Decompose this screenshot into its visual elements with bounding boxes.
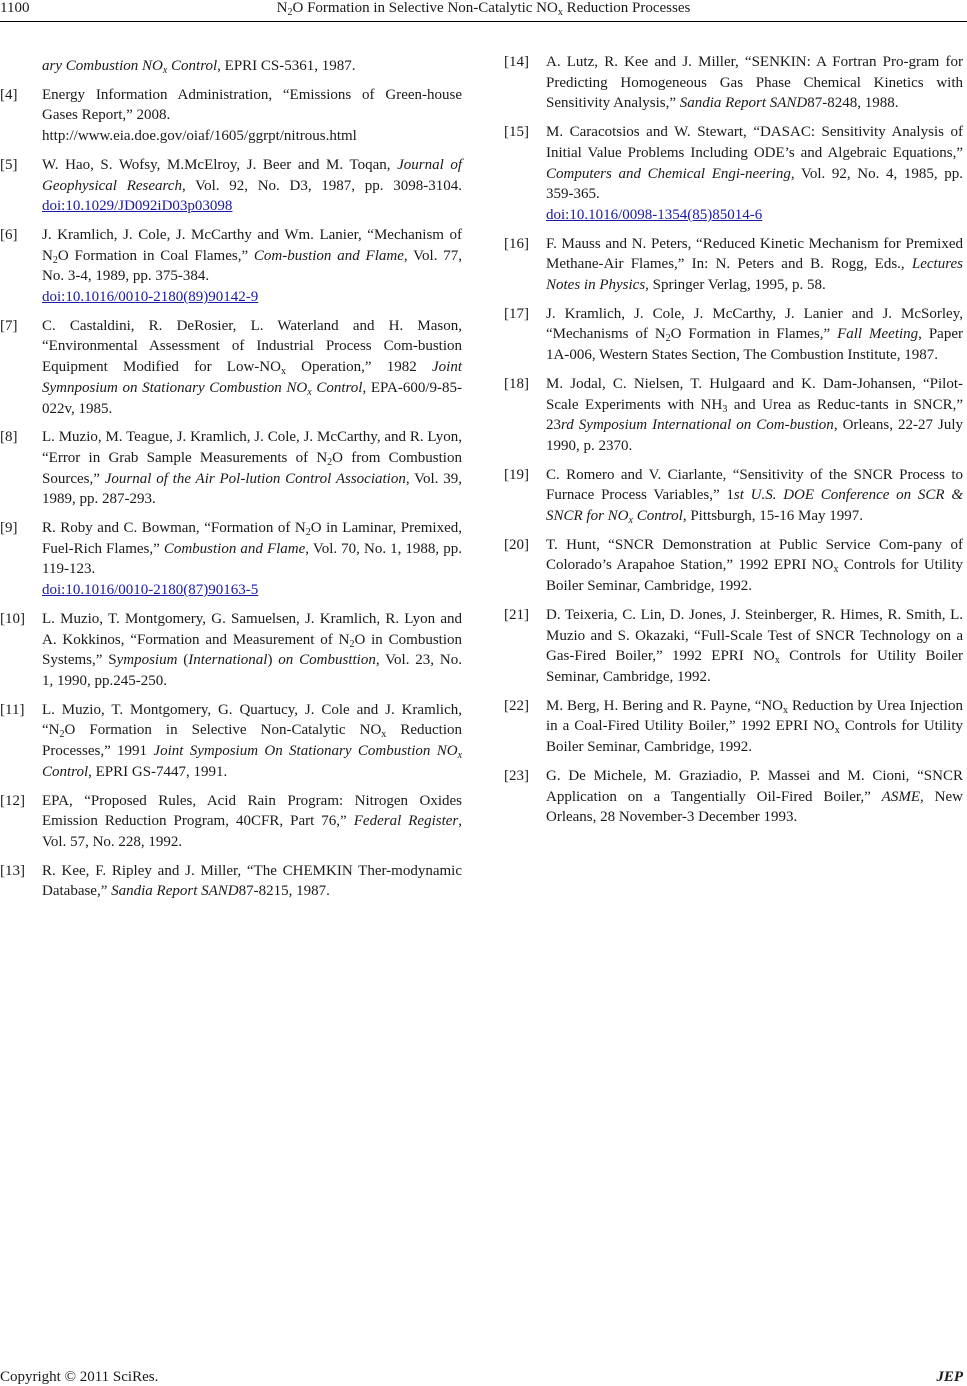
copyright-notice: Copyright © 2011 SciRes. xyxy=(0,1369,159,1385)
references-right-column xyxy=(504,52,963,836)
reference-number: [16] xyxy=(504,235,529,252)
reference-10: [10] L. Muzio, T. Montgomery, G. Samuelsen, J. Kramlich, R. Lyon and A. Kokkinos, “Formation and Measurement of $N_2O$ in Combustion Systems,” Symposium (International) on Combusttion, Vol. 23, No. 1, 1990, pp.245-250. xyxy=(0,610,462,689)
doi-link[interactable]: doi:10.1016/0098-1354(85)85014-6 xyxy=(546,206,763,223)
reference-number: [5] xyxy=(0,156,18,173)
reference-6: [6] J. Kramlich, J. Cole, J. McCarthy and Wm. Lanier, “Mechanism of $N_2O$ Formation in Coal Flames,” Com-bustion and Flame, Vol. 77, No. 3-4, 1989, pp. 375-384. doi:10.1016/0010-2180(89)90142-9 xyxy=(0,226,463,306)
reference-number: [8] xyxy=(0,429,18,446)
reference-number: [20] xyxy=(504,536,529,553)
doi-link[interactable]: doi:10.1029/JD092iD03p03098 xyxy=(42,198,233,215)
running-title: $N_2O$ Formation in Selective Non-Catalytic $NO_x$ Reduction Processes xyxy=(276,0,691,18)
reference-number: [21] xyxy=(504,606,529,623)
page-number: 1100 xyxy=(0,0,30,16)
reference-url: http://www.eia.doe.gov/oiaf/1605/ggrpt/nitrous.html xyxy=(42,128,357,145)
references-left-column xyxy=(0,56,462,910)
reference-22: [22] M. Berg, H. Bering and R. Payne, “$NO_x$ Reduction by Urea Injection in a Coal-Fired Utility Boiler,” 1992 EPRI $NO_x$ Controls for Utility Boiler Seminar, Cambridge, 1992. xyxy=(504,697,963,756)
reference-number: [7] xyxy=(0,317,18,334)
reference-5: [5] W. Hao, S. Wofsy, M.McElroy, J. Beer and M. Toqan, Journal of Geophysical Research, Vol. 92, No. D3, 1987, pp. 3098-3104. doi:10.1029/JD092iD03p03098 xyxy=(0,156,462,215)
reference-number: [15] xyxy=(504,124,529,141)
reference-number: [10] xyxy=(0,610,25,627)
reference-12: [12] EPA, “Proposed Rules, Acid Rain Program: Nitrogen Oxides Emission Reduction Program, 40CFR, Part 76,” Federal Register, Vol. 57, No. 228, 1992. xyxy=(0,792,462,850)
reference-number: [11] xyxy=(0,701,25,718)
reference-23: [23] G. De Michele, M. Graziadio, P. Massei and M. Cioni, “SNCR Application on a Tangentially Oil-Fired Boiler,” ASME, New Orleans, 28 November-3 December 1993. xyxy=(504,767,964,826)
reference-number: [13] xyxy=(0,862,25,879)
reference-17: [17] J. Kramlich, J. Cole, J. McCarthy, J. Lanier and J. McSorley, “Mechanisms of $N_2O$ Formation in Flames,” Fall Meeting, Paper 1A-006, Western States Section, The Combustion Institute, 1987. xyxy=(504,305,963,364)
reference-20: [20] T. Hunt, “SNCR Demonstration at Public Service Com-pany of Colorado’s Arapahoe Station,” 1992 EPRI $NO_x$ Controls for Utility Boiler Seminar, Cambridge, 1992. xyxy=(504,536,963,595)
reference-number: [22] xyxy=(504,697,529,714)
reference-number: [18] xyxy=(504,375,529,392)
reference-number: [23] xyxy=(504,767,529,784)
reference-9: [9] R. Roby and C. Bowman, “Formation of $N_2O$ in Laminar, Premixed, Fuel-Rich Flames,” Combustion and Flame, Vol. 70, No. 1, 1988, pp. 119-123. doi:10.1016/0010-2180(87)90163-5 xyxy=(0,520,462,599)
reference-number: [12] xyxy=(0,792,25,809)
reference-number: [14] xyxy=(504,54,529,70)
reference-continuation: ary Combustion $NO_x$ Control, EPRI CS-5361, 1987. xyxy=(42,58,356,76)
reference-11: [11] L. Muzio, T. Montgomery, G. Quartucy, J. Cole and J. Kramlich, “$N_2O$ Formation in Selective Non-Catalytic $NO_x$ Reduction Processes,” 1991 Joint Symposium On Stationary Combustion $NO_x$ Control, EPRI GS-7447, 1991. xyxy=(0,701,463,780)
reference-19: [19] C. Romero and V. Ciarlante, “Sensitivity of the SNCR Process to Furnace Process Variables,” 1st U.S. DOE Conference on SCR & SNCR for $NO_x$ Control, Pittsburgh, 15-16 May 1997. xyxy=(504,466,963,527)
reference-14: [14] A. Lutz, R. Kee and J. Miller, “SENKIN: A Fortran Pro-gram for Predicting Homogeneous Gas Phase Chemical Kinetics with Sensitivity Analysis,” Sandia Report SAND87-8248, 1988. xyxy=(504,54,963,112)
reference-number: [19] xyxy=(504,466,529,483)
reference-7: [7] C. Castaldini, R. DeRosier, L. Waterland and H. Mason, “Environmental Assessment of Industrial Process Com-bustion Equipment Modified for Low-$NO_x$ Operation,” 1982 Joint Symnposium on Stationary Combustion $NO_x$ Control, EPA-600/9-85-022v, 1985. xyxy=(0,317,462,417)
doi-link[interactable]: doi:10.1016/0010-2180(89)90142-9 xyxy=(42,289,259,306)
reference-number: [17] xyxy=(504,305,529,322)
doi-link[interactable]: doi:10.1016/0010-2180(87)90163-5 xyxy=(42,582,259,599)
header-rule xyxy=(0,21,967,22)
reference-18: [18] M. Jodal, C. Nielsen, T. Hulgaard and K. Dam-Johansen, “Pilot-Scale Experiments with $NH_3$ and Urea as Reduc-tants in SNCR,” 23rd Symposium International on Com-bustion, Orleans, 22-27 July 1990, p. 2370. xyxy=(504,375,963,454)
reference-15: [15] M. Caracotsios and W. Stewart, “DASAC: Sensitivity Analysis of Initial Value Problems Including ODE’s and Algebraic Equations,” Computers and Chemical Engi-neering, Vol. 92, No. 4, 1985, pp. 359-365. doi:10.1016/0098-1354(85)85014-6 xyxy=(504,124,963,223)
reference-number: [4] xyxy=(0,86,18,103)
reference-16: [16] F. Mauss and N. Peters, “Reduced Kinetic Mechanism for Premixed Methane-Air Flames,” In: N. Peters and B. Rogg, Eds., Lectures Notes in Physics, Springer Verlag, 1995, p. 58. xyxy=(504,235,963,294)
reference-number: [6] xyxy=(0,226,18,243)
reference-4: [4] Energy Information Administration, “Emissions of Green-house Gases Report,” 2008. http://www.eia.doe.gov/oiaf/1605/ggrpt/nitrous.html xyxy=(0,86,462,145)
reference-21: [21] D. Teixeria, C. Lin, D. Jones, J. Steinberger, R. Himes, R. Smith, L. Muzio and S. Okazaki, “Full-Scale Test of SNCR Technology on a Gas-Fired Boiler,” 1992 EPRI $NO_x$ Controls for Utility Boiler Seminar, Cambridge, 1992. xyxy=(504,606,963,685)
reference-8: [8] L. Muzio, M. Teague, J. Kramlich, J. Cole, J. McCarthy, and R. Lyon, “Error in Grab Sample Measurements of $N_2O$ from Combustion Sources,” Journal of the Air Pol-lution Control Association, Vol. 39, 1989, pp. 287-293. xyxy=(0,429,462,508)
reference-13: [13] R. Kee, F. Ripley and J. Miller, “The CHEMKIN Ther-modynamic Database,” Sandia Report SAND87-8215, 1987. xyxy=(0,862,462,900)
journal-abbreviation: JEP xyxy=(936,1369,963,1385)
reference-number: [9] xyxy=(0,520,18,537)
